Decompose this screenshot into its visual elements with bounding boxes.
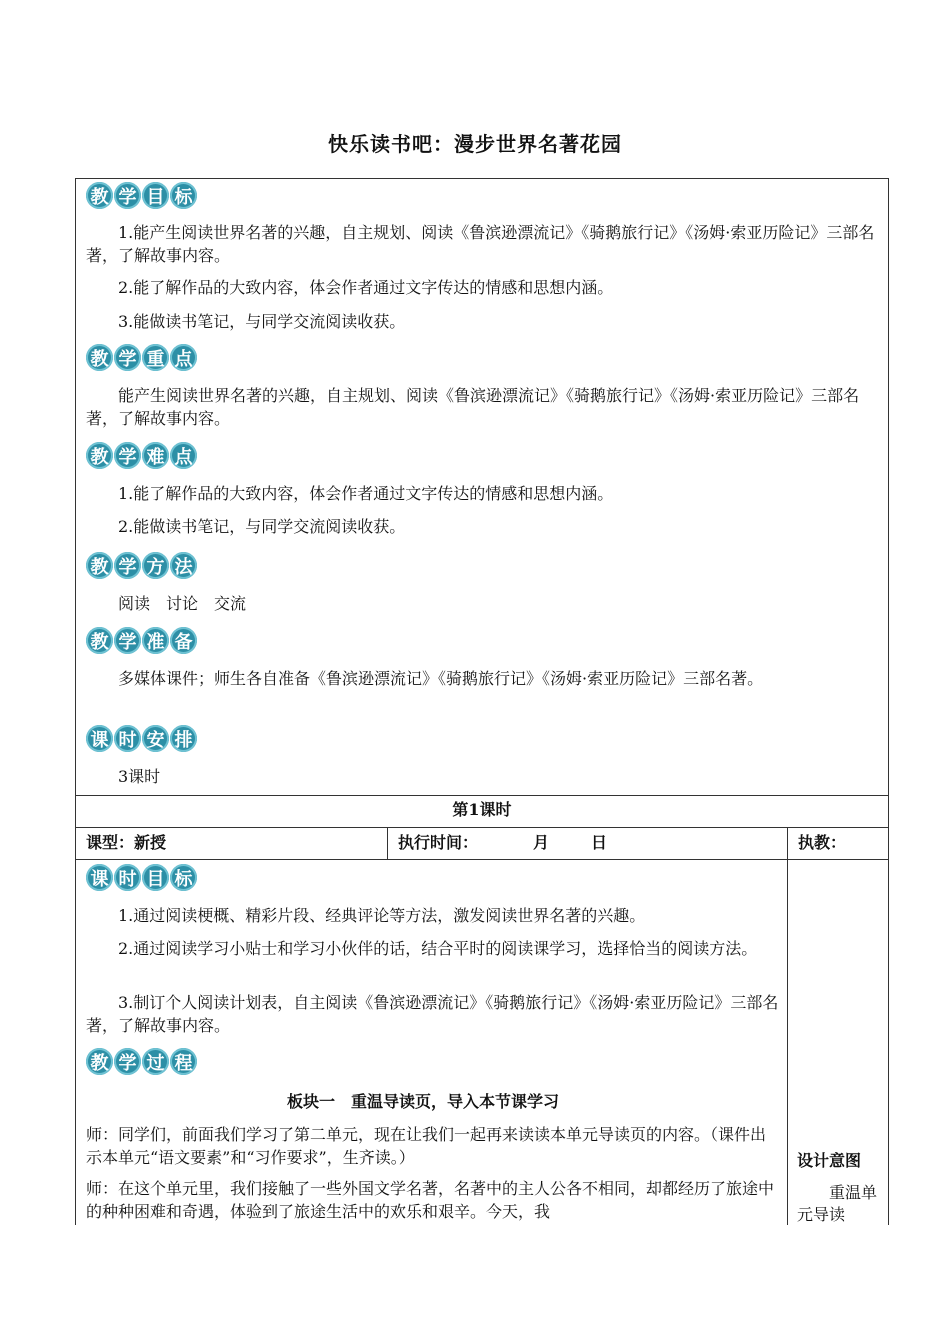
goal-item: 3.能做读书笔记，与同学交流阅读收获。 — [118, 312, 406, 331]
teacher-label: 执教： — [798, 833, 847, 852]
section-badge-method: 教 学 方 法 — [86, 552, 197, 579]
section-badge-schedule: 课 时 安 排 — [86, 725, 197, 752]
difficulty-item: 2.能做读书笔记，与同学交流阅读收获。 — [118, 517, 406, 536]
lesson-goal-item: 3.制订个人阅读计划表，自主阅读《鲁滨逊漂流记》《骑鹅旅行记》《汤姆·索亚历险记》三部名著，了解故事内容。 — [86, 993, 779, 1035]
column-divider — [787, 859, 788, 1225]
lesson-meta-row — [75, 827, 889, 860]
key-point-text: 能产生阅读世界名著的兴趣，自主规划、阅读《鲁滨逊漂流记》《骑鹅旅行记》《汤姆·索亚历险记》三部名著，了解故事内容。 — [86, 386, 860, 428]
month-label: 月 — [533, 833, 550, 852]
block-heading: 板块一 重温导读页，导入本节课学习 — [287, 1092, 560, 1111]
lesson-goal-item: 2.通过阅读学习小贴士和学习小伙伴的话，结合平时的阅读课学习，选择恰当的阅读方法。 — [118, 939, 758, 958]
goal-item: 1.能产生阅读世界名著的兴趣，自主规划、阅读《鲁滨逊漂流记》《骑鹅旅行记》《汤姆·索亚历险记》三部名著，了解故事内容。 — [86, 223, 875, 265]
design-intent-label: 设计意图 — [797, 1151, 862, 1170]
day-label: 日 — [591, 833, 608, 852]
prep-text: 多媒体课件；师生各自准备《鲁滨逊漂流记》《骑鹅旅行记》《汤姆·索亚历险记》三部名著。 — [118, 669, 764, 688]
goal-item: 2.能了解作品的大致内容，体会作者通过文字传达的情感和思想内涵。 — [118, 278, 614, 297]
section-badge-key: 教 学 重 点 — [86, 344, 197, 371]
section-badge-lesson-goals: 课 时 目 标 — [86, 864, 197, 891]
process-paragraph: 师：同学们，前面我们学习了第二单元，现在让我们一起再来读读本单元导读页的内容。（课件出示本单元“语文要素”和“习作要求”，生齐读。） — [86, 1125, 767, 1167]
design-intent-text: 重温单元导读 — [797, 1183, 878, 1224]
section-badge-difficulty: 教 学 难 点 — [86, 442, 197, 469]
section-badge-process: 教 学 过 程 — [86, 1048, 197, 1075]
page-title: 快乐读书吧：漫步世界名著花园 — [328, 132, 622, 156]
execution-time-label: 执行时间： — [398, 833, 479, 852]
lesson-title: 第1课时 — [75, 795, 889, 828]
method-text: 阅读 讨论 交流 — [118, 594, 247, 613]
process-paragraph: 师：在这个单元里，我们接触了一些外国文学名著，名著中的主人公各不相同，却都经历了旅途中的种种困难和奇遇，体验到了旅途生活中的欢乐和艰辛。今天，我 — [86, 1179, 775, 1221]
section-badge-prep: 教 学 准 备 — [86, 627, 197, 654]
lesson-type: 课型：新授 — [86, 833, 167, 852]
schedule-text: 3课时 — [118, 767, 161, 786]
difficulty-item: 1.能了解作品的大致内容，体会作者通过文字传达的情感和思想内涵。 — [118, 484, 614, 503]
lesson-goal-item: 1.通过阅读梗概、精彩片段、经典评论等方法，激发阅读世界名著的兴趣。 — [118, 906, 646, 925]
section-badge-goals: 教 学 目 标 — [86, 182, 197, 209]
